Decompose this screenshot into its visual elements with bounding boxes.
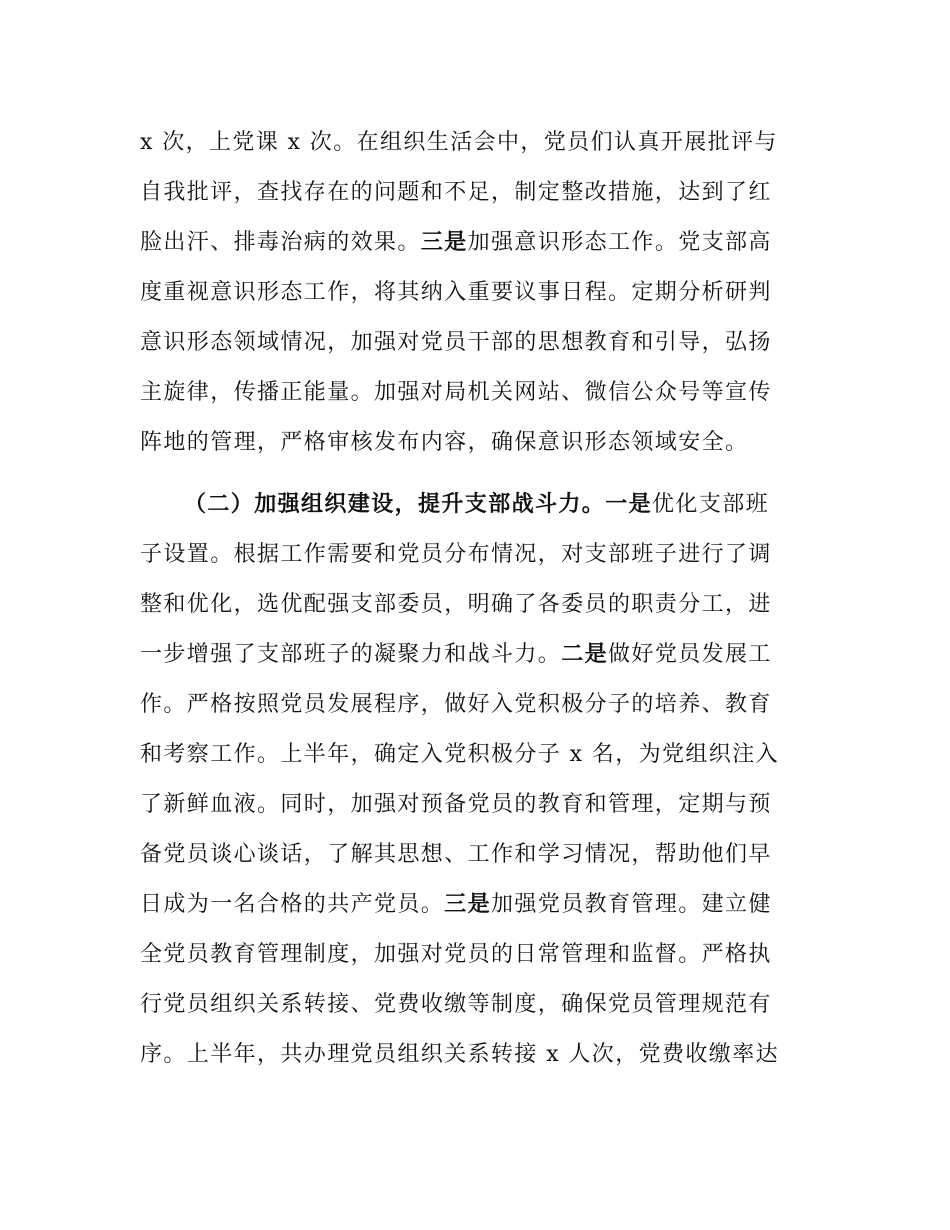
text-run: 整和优化，选优配强支部委员，明确了各委员的职责分工，进 (140, 592, 772, 617)
text-run: 行党员组织关系转接、党费收缴等制度，确保党员管理规范有 (140, 992, 772, 1017)
bold-ordinal: 一是 (605, 492, 653, 517)
text-line (140, 830, 812, 880)
text-run: 加强意识形态工作。党支部高 (467, 230, 772, 255)
text-run: 做好党员发展工 (608, 642, 772, 667)
text-run: 加强党员教育管理。建立健 (491, 892, 772, 917)
text-run: 意识形态领域情况，加强对党员干部的思想教育和引导，弘扬 (140, 330, 772, 355)
text-line (140, 730, 812, 780)
text-run: 和考察工作。上半年，确定入党积极分子 x 名，为党组织注入 (140, 742, 779, 767)
text-line (140, 880, 812, 930)
section-heading: （二）加强组织建设，提升支部战斗力。 (184, 492, 606, 517)
text-run: 阵地的管理，严格审核发布内容，确保意识形态领域安全。 (140, 430, 749, 455)
text-line (140, 318, 812, 368)
text-line (140, 780, 812, 830)
text-run: 子设置。根据工作需要和党员分布情况，对支部班子进行了调 (140, 542, 772, 567)
text-line (140, 118, 812, 168)
text-line (140, 530, 812, 580)
text-run: 序。上半年，共办理党员组织关系转接 x 人次，党费收缴率达 (140, 1042, 779, 1067)
bold-ordinal: 三是 (420, 230, 468, 255)
text-line (140, 268, 812, 318)
paragraph-ideology-work (140, 118, 812, 468)
text-line (140, 218, 812, 268)
text-run: 日成为一名合格的共产党员。 (140, 892, 445, 917)
text-run: x 次，上党课 x 次。在组织生活会中，党员们认真开展批评与 (140, 130, 778, 155)
text-line (140, 580, 812, 630)
text-line (140, 418, 812, 468)
bold-ordinal: 三是 (444, 892, 492, 917)
text-run: 作。严格按照党员发展程序，做好入党积极分子的培养、教育 (140, 692, 772, 717)
paragraph-organization-building (140, 480, 812, 1080)
text-line (140, 368, 812, 418)
text-run: 了新鲜血液。同时，加强对预备党员的教育和管理，定期与预 (140, 792, 772, 817)
text-line (140, 630, 812, 680)
text-run: 自我批评，查找存在的问题和不足，制定整改措施，达到了红 (140, 180, 772, 205)
text-run: 备党员谈心谈话，了解其思想、工作和学习情况，帮助他们早 (140, 842, 772, 867)
text-run: 主旋律，传播正能量。加强对局机关网站、微信公众号等宣传 (140, 380, 772, 405)
text-run: 优化支部班 (652, 492, 770, 517)
bold-ordinal: 二是 (561, 642, 609, 667)
text-line (140, 1030, 812, 1080)
text-line (140, 980, 812, 1030)
text-line (140, 168, 812, 218)
text-line (140, 680, 812, 730)
text-run: 度重视意识形态工作，将其纳入重要议事日程。定期分析研判 (140, 280, 772, 305)
text-line (140, 930, 812, 980)
text-run: 全党员教育管理制度，加强对党员的日常管理和监督。严格执 (140, 942, 772, 967)
text-run: 脸出汗、排毒治病的效果。 (140, 230, 421, 255)
text-line (140, 480, 812, 530)
text-run: 一步增强了支部班子的凝聚力和战斗力。 (140, 642, 562, 667)
